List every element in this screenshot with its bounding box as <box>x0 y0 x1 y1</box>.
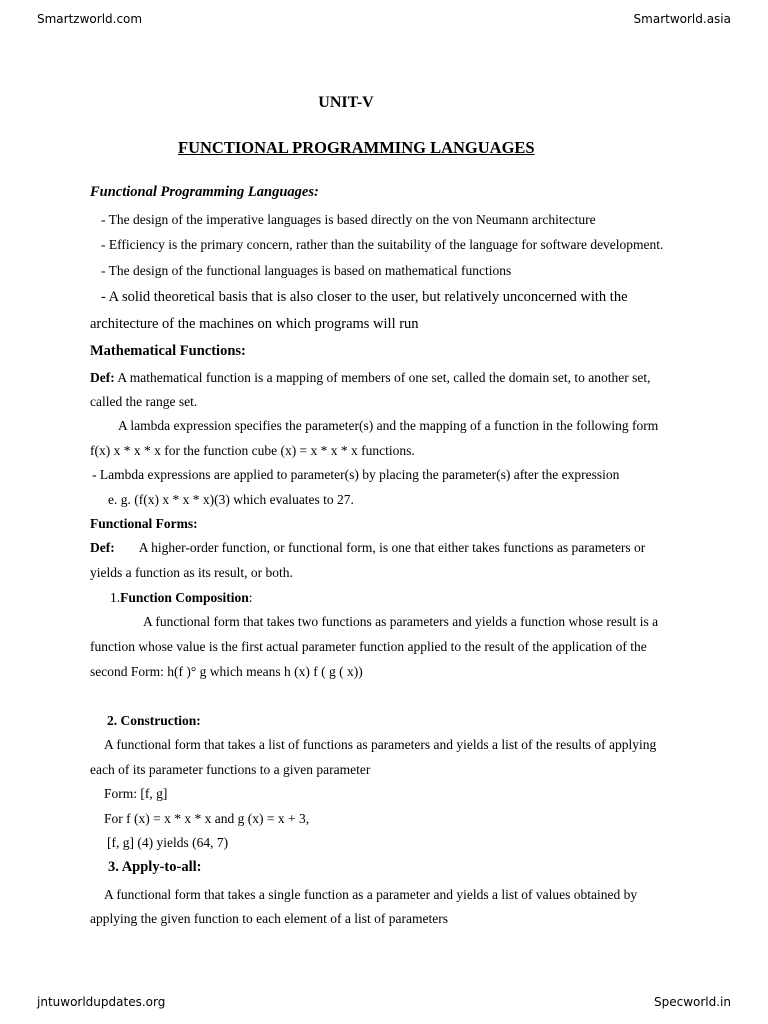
math-definition: Def: A mathematical function is a mapping of members of one set, called the domain set, to another set, <box>90 370 651 385</box>
apply-to-all-heading: 3. Apply-to-all: <box>108 859 202 875</box>
unit-label: UNIT-V <box>318 94 374 111</box>
page-title: FUNCTIONAL PROGRAMMING LANGUAGES <box>178 138 535 157</box>
construction-form: Form: [f, g] <box>104 786 168 801</box>
construction-heading: 2. Construction: <box>107 713 201 728</box>
composition-text-2: function whose value is the first actual parameter function applied to the result of the application of the <box>90 639 647 654</box>
construction-text-2: each of its parameter functions to a given parameter <box>90 762 371 777</box>
footer-left-site: jntuworldupdates.org <box>37 995 166 1009</box>
fpl-bullet-2: - Efficiency is the primary concern, rather than the suitability of the language for software development. <box>101 237 664 252</box>
forms-definition: Def: A higher-order function, or functional form, is one that either takes functions as parameters or <box>90 540 646 555</box>
section-heading-fpl: Functional Programming Languages: <box>90 184 319 200</box>
header-right-site: Smartworld.asia <box>633 12 731 26</box>
header-left-site: Smartzworld.com <box>37 12 143 26</box>
composition-text-3: second Form: h(f )° g which means h (x) f ( g ( x)) <box>90 664 363 679</box>
construction-example-1: For f (x) = x * x * x and g (x) = x + 3, <box>104 811 310 826</box>
forms-definition-cont: yields a function as its result, or both. <box>90 565 293 580</box>
lambda-text-3: - Lambda expressions are applied to parameter(s) by placing the parameter(s) after the expression <box>92 467 620 482</box>
fpl-bullet-4: - A solid theoretical basis that is also closer to the user, but relatively unconcerned with the <box>101 289 628 305</box>
apply-to-all-text-2: applying the given function to each element of a list of parameters <box>90 911 449 926</box>
construction-text-1: A functional form that takes a list of functions as parameters and yields a list of the results of applying <box>104 737 657 752</box>
composition-text-1: A functional form that takes two functions as parameters and yields a function whose result is a <box>143 614 659 629</box>
math-definition-cont: called the range set. <box>90 394 198 409</box>
fpl-bullet-1: - The design of the imperative languages is based directly on the von Neumann architecture <box>101 212 596 227</box>
fpl-bullet-4-cont: architecture of the machines on which programs will run <box>90 316 419 332</box>
section-heading-forms: Functional Forms: <box>90 516 198 531</box>
footer-right-site: Specworld.in <box>653 995 731 1009</box>
composition-heading: 1.Function Composition: <box>110 590 253 605</box>
lambda-text-2: f(x) x * x * x for the function cube (x) = x * x * x functions. <box>90 443 415 458</box>
lambda-example: e. g. (f(x) x * x * x)(3) which evaluates to 27. <box>108 492 354 507</box>
construction-example-2: [f, g] (4) yields (64, 7) <box>107 835 229 850</box>
lambda-text-1: A lambda expression specifies the parameter(s) and the mapping of a function in the following form <box>118 418 659 433</box>
fpl-bullet-3: - The design of the functional languages is based on mathematical functions <box>101 263 512 278</box>
section-heading-math: Mathematical Functions: <box>90 343 246 359</box>
apply-to-all-text-1: A functional form that takes a single function as a parameter and yields a list of values obtained by <box>104 887 638 902</box>
